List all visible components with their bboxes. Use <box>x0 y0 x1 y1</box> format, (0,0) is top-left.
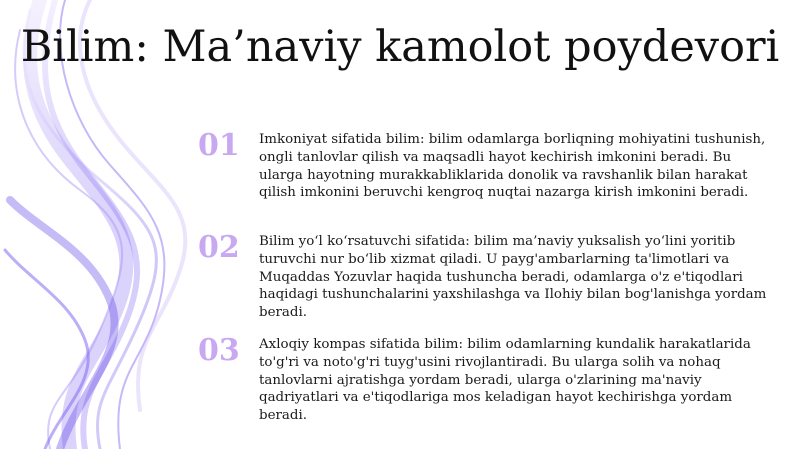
item-number: 01 <box>198 128 240 163</box>
item-text: Bilim yo‘l ko‘rsatuvchi sifatida: bilim ma’naviy yuksalish yo‘lini yoritib turuvchi nur bo‘lib xizmat qiladi. U payg'ambarlarning ta'limotlari va Muqaddas Yozuvlar haqida tushuncha beradi, odamlarga o'z e'tiqodlari haqidagi tushunchalarini yaxshilashga va Ilohiy bilan bog'lanishga yordam beradi. <box>259 234 767 321</box>
item-number: 03 <box>198 333 240 368</box>
item-text: Imkoniyat sifatida bilim: bilim odamlarga borliqning mohiyatini tushunish, ongli tanlovlar qilish va maqsadli hayot kechirish imkonini beradi. Bu ularga hayotning murakkabliklarida donolik va ravshanlik bilan harakat qilish imkonini beruvchi kengroq nuqtai nazarga kirish imkonini beradi. <box>259 132 766 201</box>
item-text: Axloqiy kompas sifatida bilim: bilim odamlarning kundalik harakatlarida to'g'ri va noto'g'ri tuyg'usini rivojlantiradi. Bu ularga solih va nohaq tanlovlarni ajratishga yordam beradi, ularga o'zlarining ma'naviy qadriyatlari va e'tiqodlariga mos keladigan hayot kechirishga yordam beradi. <box>259 337 751 424</box>
slide-title: Bilim: Ma’naviy kamolot poydevori <box>20 22 780 72</box>
item-number: 02 <box>198 230 240 265</box>
